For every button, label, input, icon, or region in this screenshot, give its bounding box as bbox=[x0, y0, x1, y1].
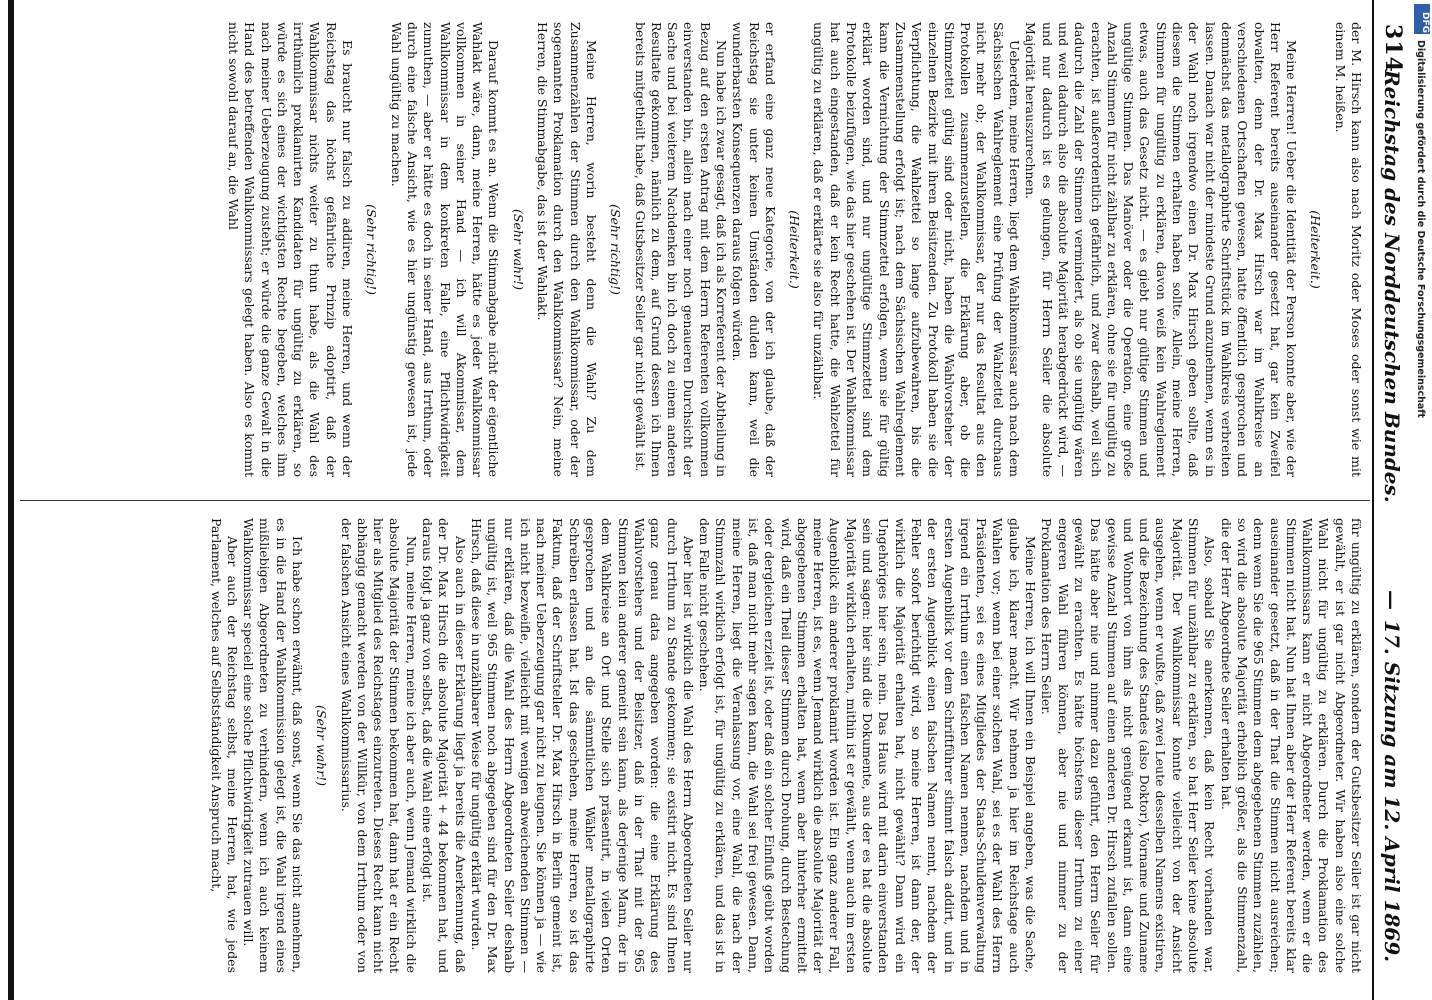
interjection: (Sehr richtig!) bbox=[364, 204, 380, 295]
paragraph: Meine Herren, worin besteht denn die Wahl? Zu dem Zusammenzählen der Stimmen durch den Wahlkommissar, oder der sogenannten Proklamation durch den Wahlkommissar? Nein, meine Herren, die Stimmabgabe, das ist der Wahlakt. bbox=[535, 22, 599, 477]
paragraph: Also, sobald Sie anerkennen, daß kein Recht vorhanden war, Stimmen für unzählbar zu erklären, so hat Herr Seiler keine absolute Majorität. Der Wahlkommissar konnte vielleicht von der Ansicht ausgehen, wenn er wußte, daß zwei Leute desselben Namens existiren, und die Bezeichnung des Standes (also Doktor), Vorname und Zuname und Wohnort von ihm als nicht genügend erkannt ist, dann eine gewisse Anzahl Stimmen auf einen anderen Dr. Hirsch zufallen sollen. Das hätte aber nie und nimmer dazu geführt, den Herrn Seiler für gewählt zu erachten. Es hätte höchstens dieser Irrthum zu einer engeren Wahl führen können, aber nie und nimmer zu der Proklamation des Herrn Seiler. bbox=[1039, 518, 1218, 973]
paragraph: Meine Herren! Ueber die Identität der Person konnte aber, wie der Herr Referent bereits auseinander gesetzt hat, gar kein Zweifel obwalten, denn der Dr. Max Hirsch war im Wahlkreise an verschiedenen Ortschaften gewesen, hatte öffentlich gesprochen und demnächst das metallographirte Schriftstück im Wahlkreis verbreiten lassen. Danach war nicht der mindeste Grund anzunehmen, wenn es in der Wahl noch irgendwo einen Dr. Max Hirsch geben sollte, daß diesem die Stimmen erhalten haben sollte. Allein, meine Herren, Stimmen für ungültig zu erklären, davon weiß kein Wahlreglement etwas, auch das Gesetz nicht. — es giebt nur gültige Stimmen und ungültige Stimmen. Das Manöver oder die Operation, eine große Anzahl Stimmen für nicht zählbar zu erklären, ohne sie für ungültig zu erachten, ist außerordentlich gefährlich, und zwar deshalb, weil sich dadurch die Zahl der Stimmen vermindert, als ob sie ungültig wären und weil dadurch also die absolute Majorität herabgedrückt wird, — und nur dadurch ist es gelungen, für Herrn Seiler die absolute Majorität herauszurechnen. bbox=[1023, 22, 1300, 477]
funding-credit: Digitalisierung gefördert durch die Deutsche Forschungsgemeinschaft bbox=[1415, 40, 1426, 418]
interjection: (Heiterkeit.) bbox=[787, 210, 803, 289]
paragraph: Nun habe ich zwar gesagt, daß ich als Korreferent der Abtheilung in Bezug auf den ersten Antrag mit dem Herrn Referenten vollkommen einverstanden bin, allein nach einer noch genaueren Durchsicht der Sache und bei weiterem Nachdenken bin ich doch zu einem anderen Resultate gekommen, nämlich zu dem, auf Grund dessen ich Ihnen bereits mitgetheilt habe, daß Gutsbesitzer Seiler gar nicht gewählt ist. bbox=[632, 22, 730, 477]
paragraph: er erfand eine ganz neue Kategorie, von der ich glaube, daß der Reichstag sie unter keinen Umständen dulden kann, weil die wunderbarsten Konsequenzen daraus folgen würden. bbox=[730, 22, 778, 477]
paragraph: für ungültig zu erklären, sondern der Gutsbesitzer Seiler ist gar nicht gewählt, er ist gar nicht Abgeordneter. Wir haben also eine solche Wahl nicht für ungültig zu erklären. Durch die Proklamation des Wahlkommissars kann er nicht Abgeordneter werden, wenn er die Stimmen nicht hat. Nun hat Ihnen aber der Herr Referent bereits klar auseinander gesetzt, daß in der That die Stimmen nicht ausreichen; denn wenn Sie die 965 Stimmen dem abgegebenen Stimmen zuzählen, so wird die absolute Majorität erheblich größer, als die Stimmenzahl, die der Herr Abgeordnete Seiler erhalten hat. bbox=[1218, 518, 1364, 973]
page-number: 314 bbox=[1380, 24, 1406, 73]
paragraph: Es braucht nur falsch zu addiren, meine Herren, und wenn der Reichstag das höchst gefährliche Prinzip adoptirt, daß der Wahlkommissar nichts weiter zu thun habe, als die Wahl des irrthümlich proklamirten Kandidaten für ungültig zu erklären, so würde es sich eines der wichtigsten Rechte begeben, welches ihm nach meiner Ueberzeugung zusteht; er würde die ganze Gewalt in die Hand des betreffenden Wahlkommissars gelegt haben. Also es kommt nicht sowohl darauf an, die Wahl bbox=[226, 22, 356, 477]
paragraph: Aber hier ist wirklich die Wahl des Herrn Abgeordneten Seiler nur durch Irrthum zu Stande gekommen; sie existirt nicht. Es sind Ihnen ganz genau data angegeben worden: die eine Erklärung des Wahlvorstehers und der Beisitzer, daß in der That mit der 965 Stimmen kein anderer gemeint sein kann, als derjenige Mann, der in dem Wahlkreise an Ort und Stelle sich präsentirt, in vielen Orten gesprochen und an die sämmtlichen Wähler metallographirte Schreiben erlassen hat. Ist das geschehen, meine Herren, so ist das Faktum, daß der Schriftsteller Dr. Max Hirsch in Berlin gemeint ist, nach meiner Ueberzeugung gar nicht zu leugnen. Sie können ja — wie ich nicht bezweifle, vielleicht mit wenigen abweichenden Stimmen — nur erklären, daß die Wahl des Herrn Abgeordneten Seiler deshalb ungültig ist, weil 965 Stimmen noch abgegeben sind für den Dr. Max Hirsch, daß diese in unzählbarer Weise für ungültig erklärt wurden. bbox=[468, 518, 696, 973]
dfg-logo: DFG bbox=[1414, 4, 1430, 34]
session-date: 17. Sitzung am 12. April 1869. bbox=[1380, 620, 1404, 963]
paragraph: Meine Herren, ich will Ihnen ein Beispiel angeben, was die Sache, glaube ich, klarer macht. Wir nehmen ja hier im Reichstage auch Wahlen vor; wenn bei einer solchen Wahl, sei es der Wahl des Herrn Präsidenten, sei es eines Mitgliedes der Staats-Schuldenverwaltung irgend ein Irrthum einen falschen Namen nennen, nachdem und in ersten Augenblick vor dem Schriftführer stimmt falsch addirt, und in der ersten Augenblick einen falschen Namen nennt, nachdem der Fehler sofort berichtigt wird, so meine Herren, ist dann der, der wirklich die Majorität erhalten hat, nicht gewählt? Dann wird ein Ungehöriges hier sein, nein. Das Haus wird mit darin einverstanden sein und sagen: hier sind die Dokumente, aus der es hat die absolute Majorität wirklich erhalten, mithin ist er gewählt, wenn auch im ersten Augenblick ein anderer proklamirt worden ist. Ein ganz anderer Fall, meine Herren, ist es, wenn Jemand wirklich die absolute Majorität der abgegebenen Stimmen erhalten hat, wenn aber hinterher ermittelt wird, daß ein Theil dieser Stimmen durch Drohung, durch Bestechung oder dergleichen erzielt ist, oder daß ein solcher Einfluß geübt worden ist, daß man nicht mehr sagen kann, die Wahl sei frei gewesen. Dann, meine Herren, liegt die Veranlassung vor, eine Wahl, die nach der Stimmzahl wirklich erfolgt ist, für ungültig zu erklären, und das ist in dem Falle nicht geschehen. bbox=[697, 518, 1039, 973]
header-separator: — bbox=[1380, 590, 1404, 610]
paragraph: Darauf kommt es an. Wenn die Stimmabgabe nicht der eigentliche Wahlakt wäre, dann, meine Herren, hätte es jeder Wahlkommissar vollkommen in seiner Hand — ich will Akommissar, dem Wahlkommissar in dem konkreten Falle, eine Pflichtwidrigkeit zumuthen, — aber er hätte es doch in seiner Hand, aus Irrthum, oder durch eine falsche Ansicht, wie es hier ungünstig gewesen ist, jede Wahl ungültig zu machen. bbox=[388, 22, 502, 477]
column-divider bbox=[20, 500, 1370, 501]
interjection: (Heiterkeit.) bbox=[1308, 210, 1324, 289]
interjection: (Sehr wahr!) bbox=[314, 705, 330, 786]
right-column bbox=[19, 518, 1364, 973]
interjection: (Sehr wahr!) bbox=[510, 209, 526, 290]
paragraph: Ueberdem, meine Herren, liegt dem Wahlkommissar auch nach dem Sächsischen Wahlreglement eine Prüfung der Wahlzettel durchaus nicht mehr ob; der Wahlkommissar, der nur das Resultat aus den Protokollen zusammenzustellen, die Erklärung aber, ob die Stimmzettel gültig sind oder nicht, haben die Wahlvorsteher der einzelnen Bezirke mit ihren Beisitzenden. Zu Protokoll haben sie die Verpflichtung, die Wahlzettel so lange aufzubewahren, bis die Zusammenstellung erfolgt ist; nach dem Sächsischen Wahlreglement kann die Vernichtung der Stimmzettel erfolgen, wenn sie für gültig erklärt worden sind, und nur ungültige Stimmzettel sind dem Protokolle beizufügen, wie das hier geschehen ist. Der Wahlkommissar hat auch eingestanden, daß er kein Recht hatte, die Wahlzettel für ungültig zu erklären, daß er erklärte sie also für unzählbar. bbox=[811, 22, 1023, 477]
publication-title: Reichstag des Norddeutschen Bundes. bbox=[1380, 70, 1404, 503]
left-column bbox=[19, 22, 1364, 477]
paragraph: Also auch in dieser Erklärung liegt ja bereits die Anerkennung, daß der Dr. Max Hirsch die absolute Majorität + 44 bekommen hat, und daraus folgt ja ganz von selbst, daß die Wahl eine erfolgt ist. bbox=[420, 518, 468, 973]
page-header bbox=[1372, 0, 1408, 1000]
interjection: (Sehr richtig!) bbox=[608, 204, 624, 295]
paragraph: Ich habe schon erwähnt, daß sonst, wenn Sie das nicht annehmen, es in die Hand der Wahlkommission gelegt ist, die Wahl irgend eines mißliebigen Abgeordneten zu verhindern, wenn ich auch keinem Wahlkommissar speciell eine solche Pflichtwidrigkeit zutrauen will. bbox=[241, 518, 305, 973]
paragraph: Nun, meine Herren, meine ich aber auch, wenn Jemand wirklich die absolute Majorität der Stimmen bekommen hat, dann hat er ein Recht hier als Mitglied des Reichstages einzutreten. Dieses Recht kann nicht abhängig gemacht werden von der Willkür, von dem Irrthum oder von der falschen Ansicht eines Wahlkommissarius. bbox=[338, 518, 419, 973]
paragraph: Aber auch der Reichstag selbst, meine Herren, hat, wie jedes Parlament, welches auf Selbstständigkeit Anspruch macht, bbox=[208, 518, 240, 973]
paragraph: der M. Hirsch kann also nach Moritz oder Moses oder sonst wie mit einem M. heißen. bbox=[1332, 22, 1364, 477]
